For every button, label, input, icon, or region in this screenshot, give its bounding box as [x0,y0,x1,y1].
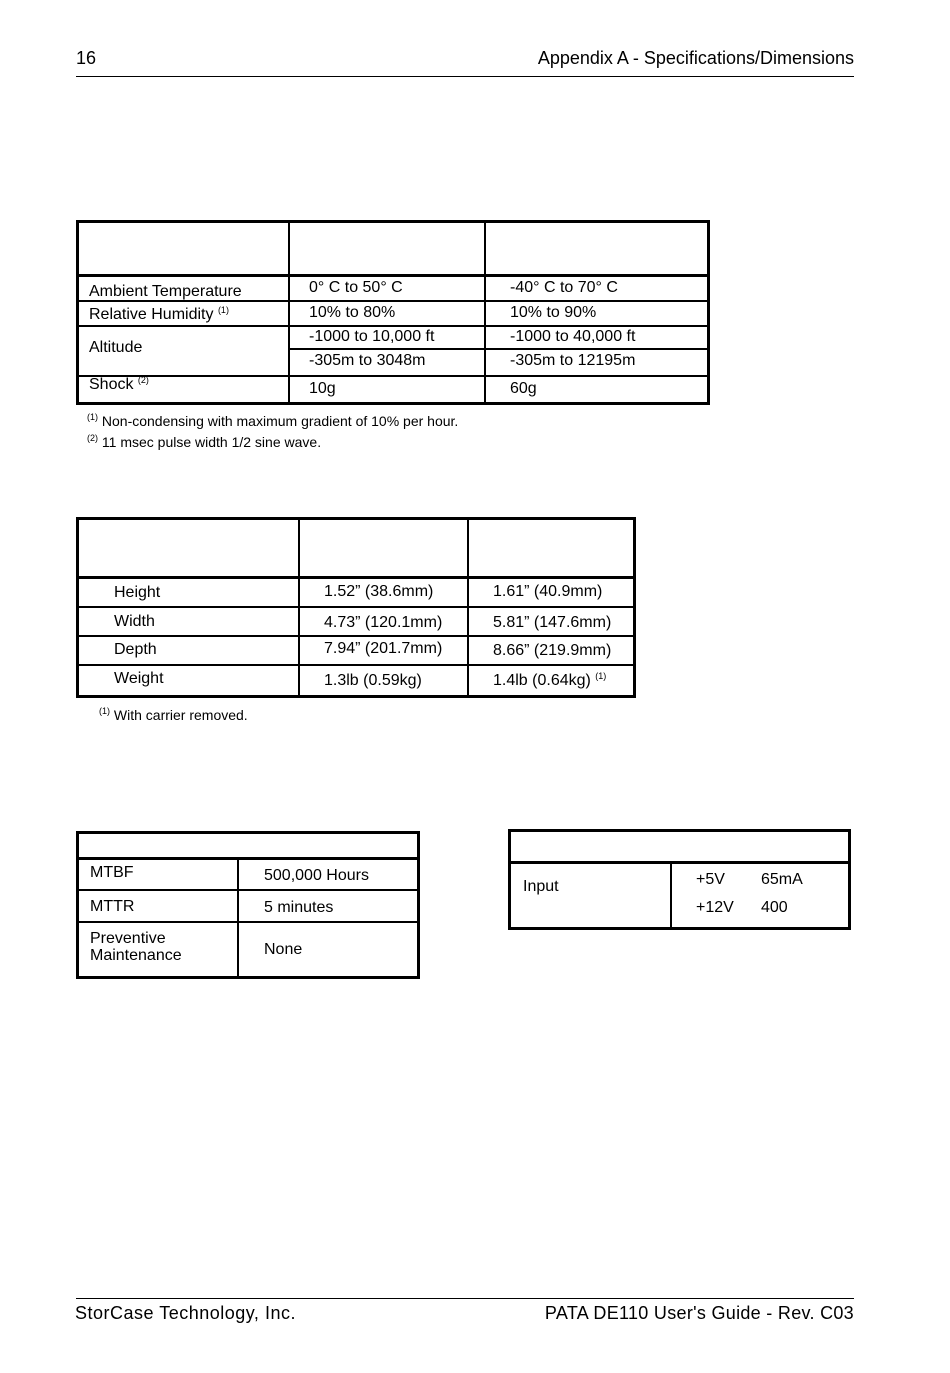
dim-label-width: Width [114,613,155,630]
power-col-divider [670,861,672,930]
dim-footnote: $^{(1)}$ With carrier removed. [99,706,248,723]
env-operating-altitude-ft: -1000 to 10,000 ft [309,328,435,345]
env-storage-altitude-ft: -1000 to 40,000 ft [510,328,636,345]
dim-row-divider [76,635,636,637]
dim-label-weight: Weight [114,670,164,687]
footer-company: StorCase Technology, Inc. [75,1303,296,1323]
power-header-divider [508,861,851,864]
env-label-ambient-temperature: Ambient Temperature [89,283,242,300]
env-footnote-2: $^{(2)}$ 11 msec pulse width 1/2 sine wave. [87,433,322,450]
env-row-divider [76,325,710,327]
footnote-marker: (1) [595,671,607,681]
env-row-divider [76,375,710,377]
env-label-shock: Shock $^{(2)}$ [89,375,149,393]
env-row-divider [290,348,710,350]
rel-value-mtbf: 500,000 Hours [264,867,369,884]
rel-value-preventive-maintenance: None [264,941,303,958]
rel-label-preventive-maintenance: Preventive Maintenance [90,930,182,964]
power-voltage-12v: +12V [696,899,734,916]
power-voltage-5v: +5V [696,871,725,888]
dim-col1-depth: 7.94” (201.7mm) [324,640,443,657]
dim-col2-depth: 8.66” (219.9mm) [493,642,612,659]
footnote-marker: (1) [217,305,229,315]
dim-col2-width: 5.81” (147.6mm) [493,614,612,631]
rel-label-mttr: MTTR [90,898,135,915]
dim-row-divider [76,606,636,608]
env-operating-ambient-temperature: 0° C to 50° C [309,279,403,296]
env-operating-shock: 10g [309,380,336,397]
dim-label-depth: Depth [114,641,157,658]
env-operating-altitude-m: -305m to 3048m [309,352,426,369]
env-label-relative-humidity: Relative Humidity $^{(1)}$ [89,305,229,323]
rel-row-divider [76,921,420,923]
env-col-divider-1 [288,220,290,405]
dim-col1-weight: 1.3lb (0.59kg) [324,672,422,689]
footer-rule [76,1298,854,1299]
dim-header-divider [76,576,636,579]
power-current-5v: 65mA [761,871,803,888]
header-rule [76,76,854,77]
rel-header-divider [76,857,420,860]
rel-col-divider [237,857,239,979]
env-storage-shock: 60g [510,380,537,397]
power-label-input: Input [523,878,559,895]
env-col-divider-2 [484,220,486,405]
dim-row-divider [76,664,636,666]
dim-col1-height: 1.52” (38.6mm) [324,583,434,600]
env-storage-ambient-temperature: -40° C to 70° C [510,279,618,296]
dim-label-height: Height [114,584,161,601]
dim-col2-height: 1.61” (40.9mm) [493,583,603,600]
env-header-divider [76,274,710,277]
page-number: 16 [76,48,97,68]
env-operating-relative-humidity: 10% to 80% [309,304,396,321]
rel-value-mttr: 5 minutes [264,899,334,916]
rel-label-mtbf: MTBF [90,864,134,881]
env-footnote-1: $^{(1)}$ Non-condensing with maximum gradient of 10% per hour. [87,412,459,429]
power-current-12v: 400 [761,899,788,916]
section-title: Appendix A - Specifications/Dimensions [537,48,854,68]
dim-col2-weight: 1.4lb (0.64kg) $^{(1)}$ [493,671,607,689]
env-label-altitude: Altitude [89,339,143,356]
rel-row-divider [76,889,420,891]
dim-col1-width: 4.73” (120.1mm) [324,614,443,631]
env-storage-altitude-m: -305m to 12195m [510,352,636,369]
footer-document-title: PATA DE110 User's Guide - Rev. C03 [544,1303,854,1323]
footnote-marker: (2) [137,375,149,385]
env-storage-relative-humidity: 10% to 90% [510,304,597,321]
